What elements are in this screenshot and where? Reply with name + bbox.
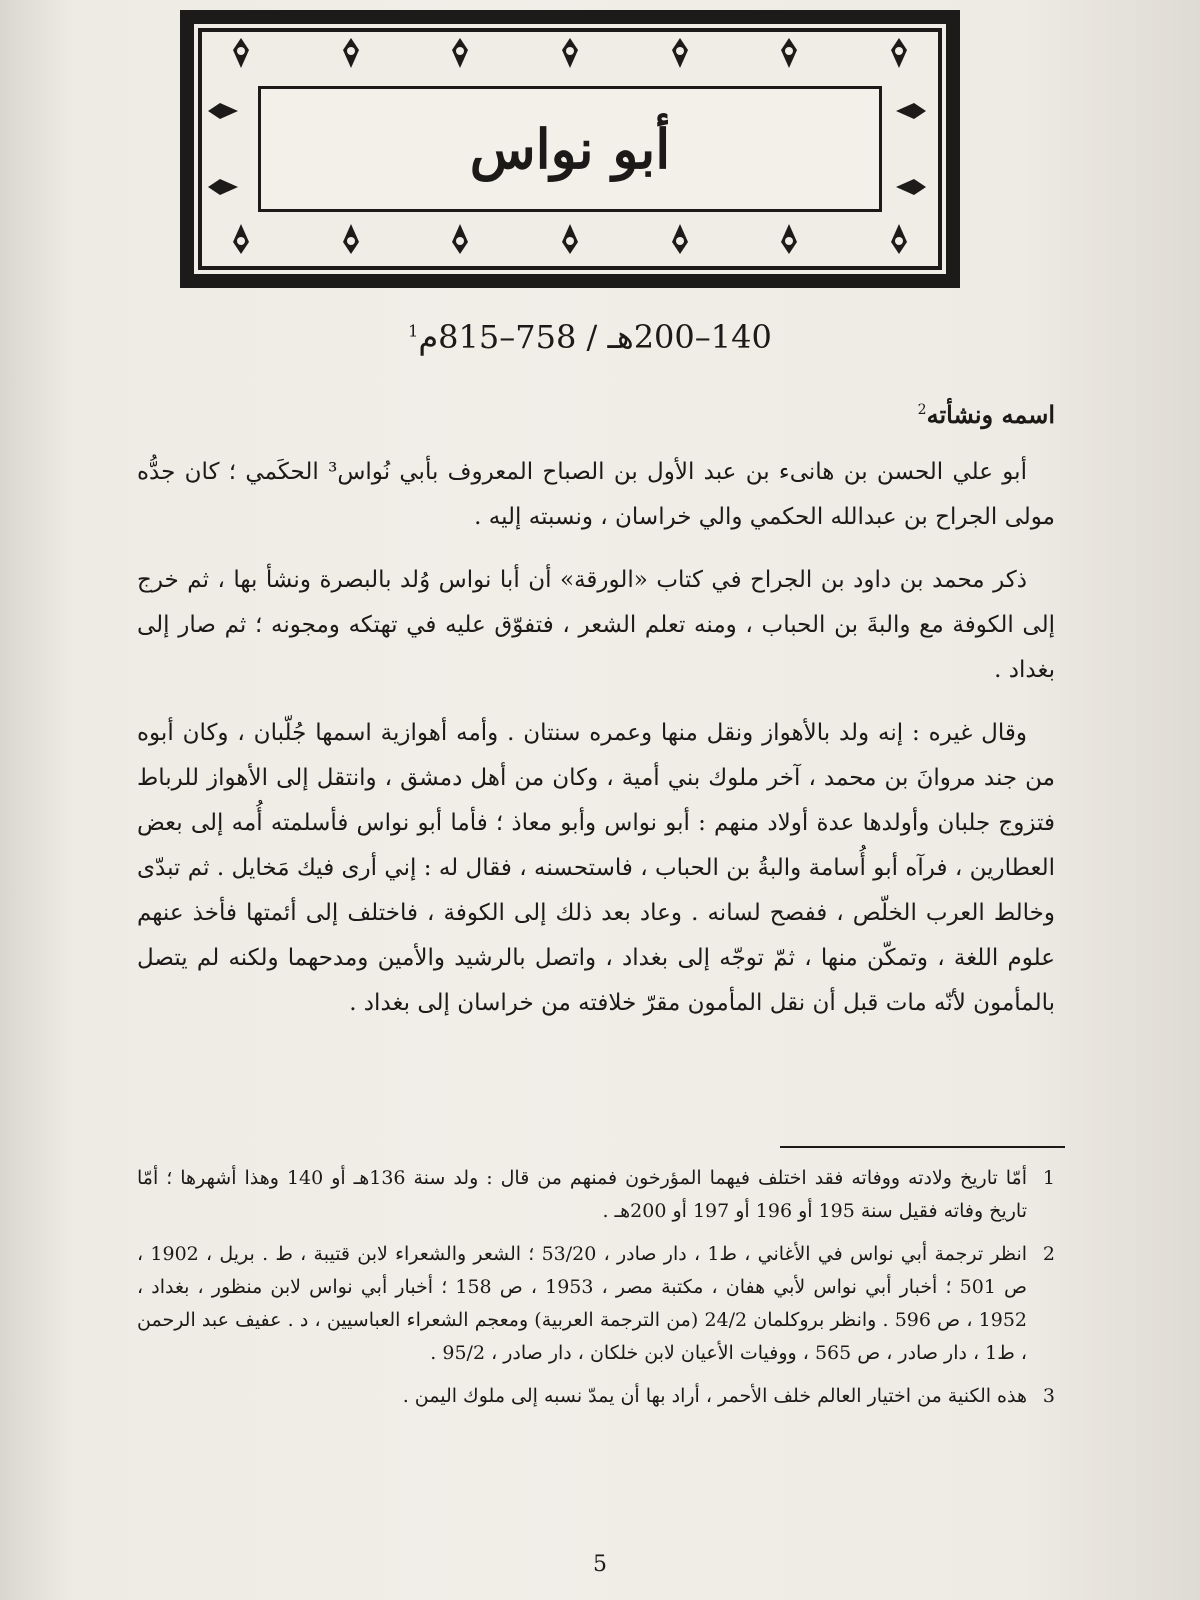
footnote: [137, 1380, 1055, 1413]
floral-ornament-icon: [772, 222, 806, 256]
body-text: [137, 450, 1055, 1044]
frame-bottom-ornaments: [224, 222, 916, 262]
life-dates: [380, 318, 800, 356]
dates-text: 140–200هـ / 758–815م: [418, 318, 772, 356]
floral-ornament-icon: [663, 36, 697, 70]
floral-ornament-icon: [206, 94, 240, 128]
title-panel: [258, 86, 882, 212]
footnote-divider: [780, 1146, 1065, 1148]
floral-ornament-icon: [443, 222, 477, 256]
floral-ornament-icon: [334, 36, 368, 70]
frame-left-ornaments: [206, 94, 246, 204]
floral-ornament-icon: [443, 36, 477, 70]
floral-ornament-icon: [894, 170, 928, 204]
floral-ornament-icon: [772, 36, 806, 70]
footnote-number: 3: [1042, 1385, 1055, 1407]
section-heading-text: اسمه ونشأته: [926, 400, 1055, 429]
footnote-ref: 2: [917, 402, 927, 418]
footnote-text: هذه الكنية من اختيار العالم خلف الأحمر ، أراد بها أن يمدّ نسبه إلى ملوك اليمن .: [402, 1385, 1027, 1407]
page-number: 5: [593, 1552, 607, 1577]
footnote: [137, 1162, 1055, 1228]
floral-ornament-icon: [663, 222, 697, 256]
frame-top-ornaments: [224, 36, 916, 76]
footnotes: [137, 1162, 1055, 1423]
paragraph: أبو علي الحسن بن هانىء بن عبد الأول بن الصباح المعروف بأبي نُواس³ الحكَمي ؛ كان جدُّه مولى الجراح بن عبدالله الحكمي والي خراسان ، ونسبته إليه .: [137, 459, 1055, 530]
footnote-number: 2: [1042, 1243, 1055, 1265]
ornamental-frame: [180, 10, 960, 288]
footnote-number: 1: [1042, 1167, 1055, 1189]
footnote-text: أمّا تاريخ ولادته ووفاته فقد اختلف فيهما المؤرخون فمنهم من قال : ولد سنة 136هـ أو 140 وهذا أشهرها ؛ أمّا تاريخ وفاته فقيل سنة 195 أو 196 أو 197 أو 200هـ .: [137, 1167, 1028, 1222]
section-heading: [918, 400, 1055, 429]
paragraph: وقال غيره : إنه ولد بالأهواز ونقل منها وعمره سنتان . وأمه أهوازية اسمها جُلّبان ، وكان أبوه من جند مروانَ بن محمد ، آخر ملوك بني أمية ، وكان من أهل دمشق ، وانتقل إلى الأهواز للرباط فتزوج جلبان وأولدها عدة أولاد منهم : أبو نواس وأبو معاذ ؛ فأما أبو نواس فأسلمته أُمه إلى بعض العطارين ، فرآه أبو أُسامة والبةُ بن الحباب ، فاستحسنه ، فقال له : إني أرى فيك مَخايل . ثم تبدّى وخالط العرب الخلّص ، ففصح لسانه . وعاد بعد ذلك إلى الكوفة ، فاختلف إلى أئمتها فأخذ عنهم علوم اللغة ، وتمكّن منها ، ثمّ توجّه إلى بغداد ، واتصل بالرشيد والأمين ومدحهما ولكنه لم يتصل بالمأمون لأنّه مات قبل أن نقل المأمون مقرّ خلافته من خراسان إلى بغداد .: [137, 720, 1055, 1016]
paragraph: ذكر محمد بن داود بن الجراح في كتاب «الورقة» أن أبا نواس وُلد بالبصرة ونشأ بها ، ثم خرج إلى الكوفة مع والبةَ بن الحباب ، ومنه تعلم الشعر ، فتفوّق عليه في تهتكه ومجونه ؛ ثم صار إلى بغداد .: [137, 567, 1055, 683]
frame-right-ornaments: [894, 94, 934, 204]
floral-ornament-icon: [882, 222, 916, 256]
footnote-text: انظر ترجمة أبي نواس في الأغاني ، ط1 ، دار صادر ، 53/20 ؛ الشعر والشعراء لابن قتيبة ، ط . بريل ، 1902 ، ص 501 ؛ أخبار أبي نواس لأبي هفان ، مكتبة مصر ، 1953 ، ص 158 ؛ أخبار أبي نواس لابن منظور ، بغداد ، 1952 ، ص 596 . وانظر بروكلمان 24/2 (من الترجمة العربية) ومعجم الشعراء العباسيين ، د . عفيف عبد الرحمن ، ط1 ، دار صادر ، ص 565 ، ووفيات الأعيان لابن خلكان ، دار صادر ، 95/2 .: [137, 1243, 1028, 1364]
footnote: [137, 1238, 1055, 1370]
chapter-title: أبو نواس: [469, 117, 671, 181]
footnote-ref: 1: [408, 321, 419, 341]
floral-ornament-icon: [882, 36, 916, 70]
floral-ornament-icon: [334, 222, 368, 256]
floral-ornament-icon: [894, 94, 928, 128]
floral-ornament-icon: [224, 36, 258, 70]
floral-ornament-icon: [224, 222, 258, 256]
floral-ornament-icon: [206, 170, 240, 204]
floral-ornament-icon: [553, 36, 587, 70]
floral-ornament-icon: [553, 222, 587, 256]
